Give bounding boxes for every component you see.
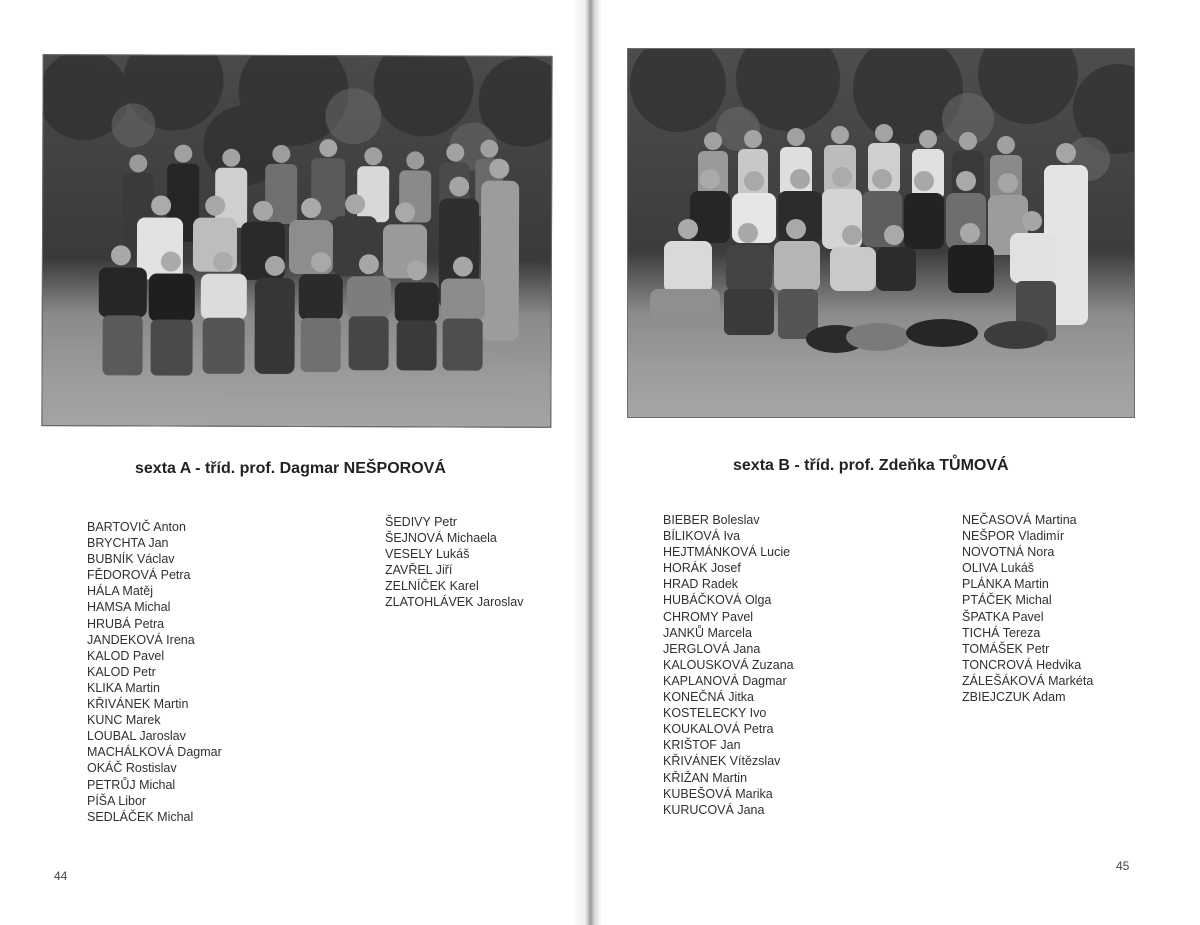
student-name: BIEBER Boleslav	[663, 513, 760, 527]
student-name: CHROMY Pavel	[663, 609, 754, 624]
student-name: VESELY Lukáš	[385, 547, 470, 562]
student-name: TOMÁŠEK Petr	[962, 641, 1050, 656]
student-name: PTÁČEK Michal	[962, 593, 1052, 608]
student-name: HÁLA Matěj	[87, 584, 154, 599]
student-name: ZÁLEŠÁKOVÁ Markéta	[962, 673, 1094, 688]
student-name: OKÁČ Rostislav	[87, 761, 177, 776]
student-name: ŠEDIVY Petr	[385, 515, 458, 529]
student-name: FĚDOROVÁ Petra	[87, 568, 191, 583]
student-name: ZLATOHLÁVEK Jaroslav	[385, 595, 524, 610]
student-name: KOUKALOVÁ Petra	[663, 722, 774, 737]
student-name: BUBNÍK Václav	[87, 552, 175, 567]
class-caption: sexta A - tříd. prof. Dagmar NEŠPOROVÁ	[135, 460, 446, 477]
student-name: NOVOTNÁ Nora	[962, 545, 1055, 560]
class-photo-sexta-a	[41, 54, 552, 428]
student-name: HRUBÁ Petra	[87, 616, 165, 631]
student-list-column-2	[385, 514, 523, 611]
page-number: 44	[54, 869, 68, 883]
student-name: JANDEKOVÁ Irena	[87, 632, 195, 647]
student-name: KUBEŠOVÁ Marika	[663, 786, 773, 801]
student-name: KURUCOVÁ Jana	[663, 802, 765, 817]
student-name: HUBÁČKOVÁ Olga	[663, 593, 772, 608]
student-name: HORÁK Josef	[663, 561, 741, 576]
student-name: KALOD Petr	[87, 664, 156, 679]
student-name: BARTOVIČ Anton	[87, 520, 186, 534]
left-page	[0, 0, 580, 925]
student-name: ŠPATKA Pavel	[962, 609, 1044, 624]
class-caption: sexta B - tříd. prof. Zdeňka TŮMOVÁ	[733, 457, 1009, 474]
student-name: PÍŠA Libor	[87, 793, 147, 808]
student-name: KŘIVÁNEK Vítězslav	[663, 754, 781, 769]
student-name: JANKŮ Marcela	[663, 625, 752, 640]
student-name: PETRŮJ Michal	[87, 777, 176, 792]
student-name: ZBIEJCZUK Adam	[962, 690, 1066, 705]
student-list-column-1	[663, 512, 794, 818]
student-name: HEJTMÁNKOVÁ Lucie	[663, 545, 791, 560]
student-name: KALOD Pavel	[87, 648, 165, 663]
student-name: KLIKA Martin	[87, 680, 160, 695]
student-name: MACHÁLKOVÁ Dagmar	[87, 745, 222, 760]
student-list-column-2	[962, 512, 1093, 705]
student-name: KAPLANOVÁ Dagmar	[663, 673, 787, 688]
student-name: PLÁNKA Martin	[962, 577, 1049, 592]
student-name: OLIVA Lukáš	[962, 561, 1035, 576]
student-name: KALOUSKOVÁ Zuzana	[663, 657, 794, 672]
student-name: NEČASOVÁ Martina	[962, 513, 1077, 527]
student-name: BRYCHTA Jan	[87, 536, 169, 551]
student-name: HAMSA Michal	[87, 600, 171, 615]
page-number: 45	[1116, 859, 1130, 873]
student-name: KONEČNÁ Jitka	[663, 690, 754, 705]
student-name: KRIŠTOF Jan	[663, 738, 741, 753]
student-name: ZELNÍČEK Karel	[385, 579, 479, 594]
student-name: HRAD Radek	[663, 577, 739, 592]
student-name: KŘIVÁNEK Martin	[87, 697, 189, 712]
student-name: TONCROVÁ Hedvika	[962, 657, 1082, 672]
student-name: JERGLOVÁ Jana	[663, 641, 761, 656]
student-name: TICHÁ Tereza	[962, 625, 1041, 640]
student-name: ZAVŘEL Jiří	[385, 563, 453, 578]
student-name: LOUBAL Jaroslav	[87, 729, 186, 744]
student-list-column-1	[87, 519, 222, 825]
student-name: NEŠPOR Vladimír	[962, 529, 1065, 544]
student-name: SEDLÁČEK Michal	[87, 809, 194, 824]
right-page	[600, 0, 1200, 925]
class-photo-sexta-b	[627, 48, 1135, 418]
book-gutter	[572, 0, 602, 925]
student-name: KŘIŽAN Martin	[663, 770, 748, 785]
student-name: BÍLIKOVÁ Iva	[663, 529, 741, 544]
student-name: KOSTELECKY Ivo	[663, 706, 767, 721]
student-name: KUNC Marek	[87, 713, 161, 728]
student-name: ŠEJNOVÁ Michaela	[385, 531, 497, 546]
